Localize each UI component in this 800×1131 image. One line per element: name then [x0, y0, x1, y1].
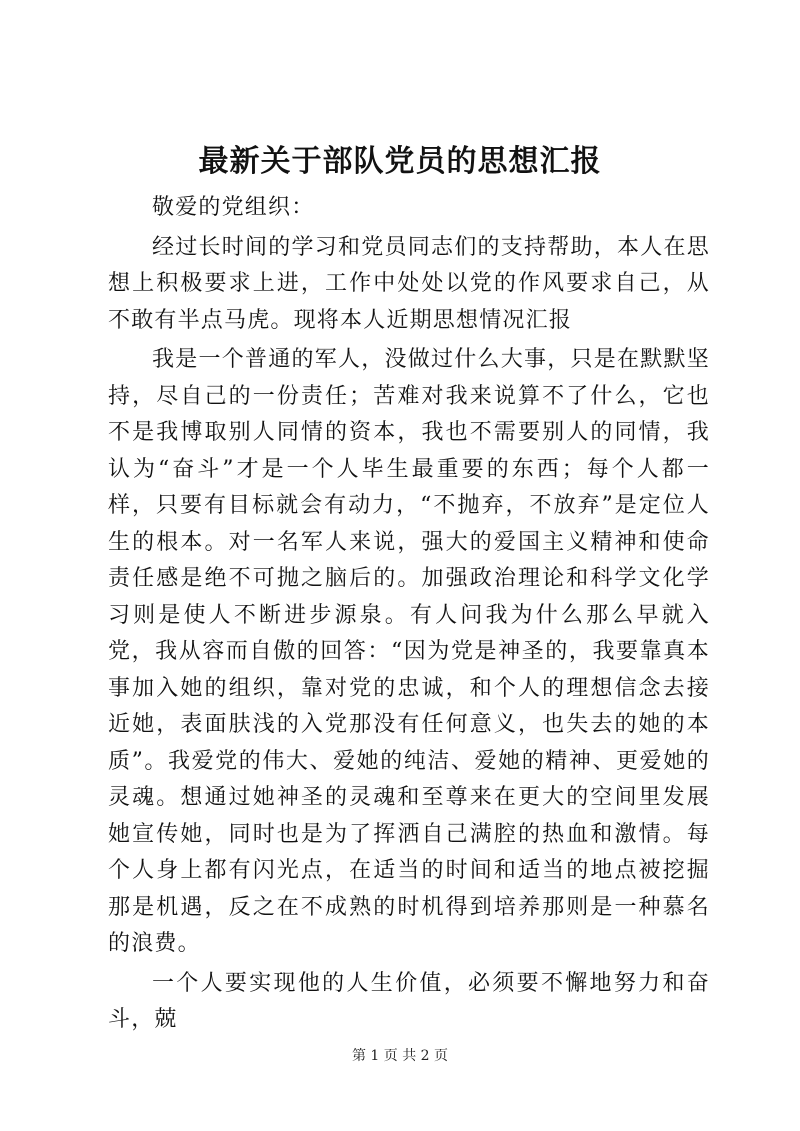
document-body: [108, 190, 710, 1039]
body-paragraph: 经过长时间的学习和党员同志们的支持帮助，本人在思想上积极要求上进，工作中处处以党的作风要求自己，从不敢有半点马虎。现将本人近期思想情况汇报: [108, 234, 710, 333]
body-paragraph: 一个人要实现他的人生价值，必须要不懈地努力和奋斗，兢: [108, 970, 710, 1032]
salutation-paragraph: 敬爱的党组织：: [152, 195, 315, 220]
page-number-footer: 第 1 页 共 2 页: [351, 1048, 449, 1064]
body-paragraph: 我是一个普通的军人，没做过什么大事，只是在默默坚持，尽自己的一份责任；苦难对我来说算不了什么，它也不是我博取别人同情的资本，我也不需要别人的同情，我认为“奋斗”才是一个人毕生最重要的东西；每个人都一样，只要有目标就会有动力，“不抛弃，不放弃”是定位人生的根本。对一名军人来说，强大的爱国主义精神和使命责任感是绝不可抛之脑后的。加强政治理论和科学文化学习则是使人不断进步源泉。有人问我为什么那么早就入党，我从容而自傲的回答：“因为党是神圣的，我要靠真本事加入她的组织，靠对党的忠诚，和个人的理想信念去接近她，表面肤浅的入党那没有任何意义，也失去的她的本质”。我爱党的伟大、爱她的纯洁、爱她的精神、更爱她的灵魂。想通过她神圣的灵魂和至尊来在更大的空间里发展她宣传她，同时也是为了挥洒自己满腔的热血和激情。每个人身上都有闪光点，在适当的时间和适当的地点被挖掘那是机遇，反之在不成熟的时机得到培养那则是一种慕名的浪费。: [108, 347, 710, 956]
document-title: 最新关于部队党员的思想汇报: [198, 144, 602, 179]
